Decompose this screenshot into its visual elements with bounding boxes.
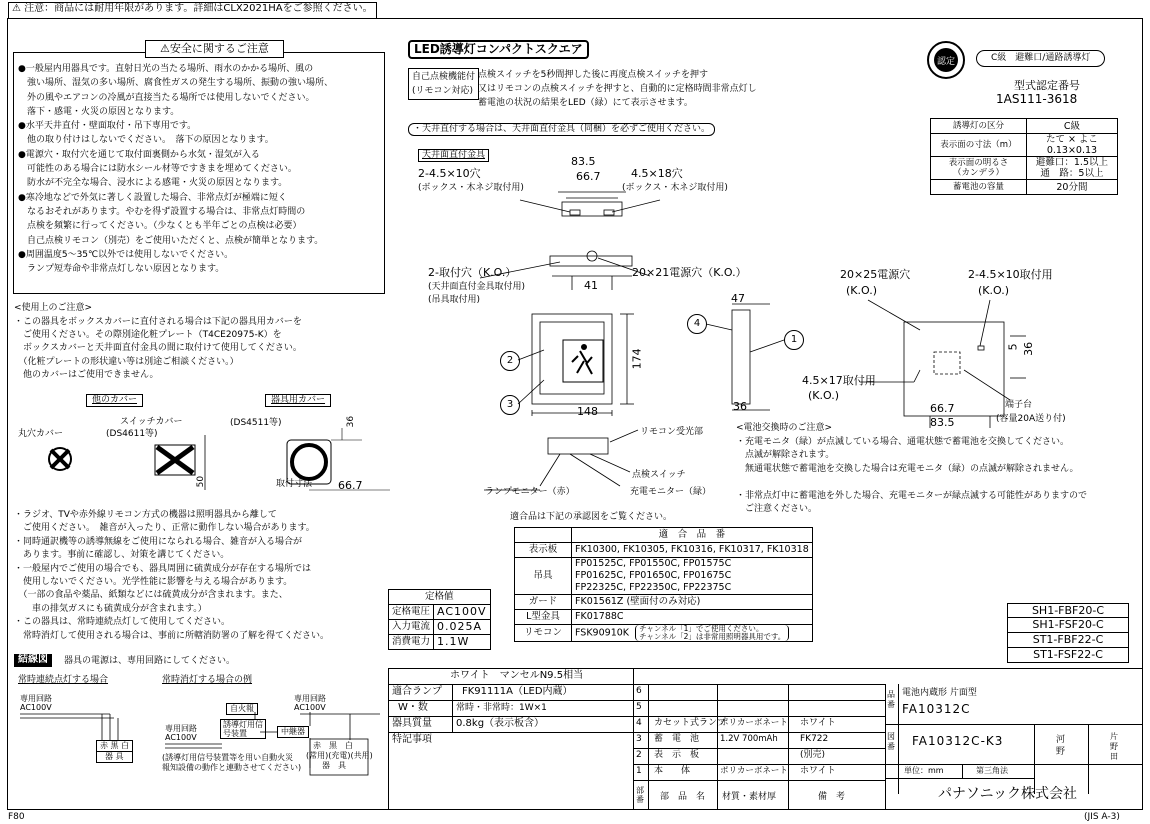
hole2: 4.5×18穴 xyxy=(631,167,683,180)
fixture-2: 器 具 xyxy=(322,761,346,770)
usage-text xyxy=(14,316,302,382)
table-cell: 表示面の寸法（m） xyxy=(931,134,1027,157)
text-line: ご使用ください。その際別途化粧プレート（T4CE20975-K）を xyxy=(14,330,282,341)
bracket-title: 天井面直付金具 xyxy=(418,149,489,162)
text-line: 落下・感電・火災の原因となります。 xyxy=(18,106,180,117)
text-line xyxy=(736,476,1087,489)
fixture-1: 器 具 xyxy=(96,751,133,763)
dim-36-side: 36 xyxy=(733,400,747,413)
table-row xyxy=(931,180,1118,195)
text-line: 常時消灯して使用される場合は、事前に所轄消防署の了解を得てください。 xyxy=(14,630,330,641)
text-line: ランプ短寿命や非常点灯しない原因となります。 xyxy=(18,264,225,275)
table-cell: L型金具 xyxy=(515,610,572,625)
table-cell: 定格値 xyxy=(389,590,491,605)
remote-note-2: チャンネル「2」は非常用照明器具用です。 xyxy=(639,632,786,641)
table-cell: FK10300, FK10305, FK10316, FK10317, FK10318 xyxy=(572,543,813,558)
dim-47: 47 xyxy=(731,292,745,305)
switch-cover-model: (DS4611等) xyxy=(106,429,158,439)
auto-fire: 自火報 xyxy=(226,703,258,715)
table-row xyxy=(515,610,813,625)
ko-1: (K.O.) xyxy=(846,284,878,297)
certification-logo-icon xyxy=(926,40,966,80)
part-no: 5 xyxy=(636,702,642,712)
callout-4: 4 xyxy=(687,314,707,334)
usage-title: <使用上のご注意> xyxy=(14,303,93,313)
table-cell: FP01525C, FP01550C, FP01575C FP01625C, FP01650C, FP01675C FP22325C, FP22350C, FP22375C xyxy=(572,558,813,595)
ac-1: AC100V xyxy=(20,703,52,712)
dim-835-top: 83.5 xyxy=(571,155,596,168)
terminal: 端子台 xyxy=(1005,400,1033,410)
part-no: 3 xyxy=(636,734,642,744)
dedicated-3: 専用回路 xyxy=(294,694,326,703)
text-line: ●一般屋内用器具です。直射日光の当たる場所、雨水のかかる場所、風の xyxy=(18,64,314,74)
dim-36-cover: 36 xyxy=(346,415,357,428)
text-line: ご注意ください。 xyxy=(736,504,818,515)
table-cell: 入力電流 xyxy=(389,620,434,635)
dedicated-2: 専用回路 xyxy=(165,724,197,733)
text-line: 使用しないでください。光学性能に影響を与える場合があります。 xyxy=(14,577,293,588)
text-line: 車の排気ガスにも硫黄成分が含まれます。） xyxy=(14,603,207,614)
footer-left: F80 xyxy=(8,812,25,822)
text-line: 可能性のある場合には防水シール材等ですきまを埋めてください。 xyxy=(18,164,297,175)
part-note: FK722 xyxy=(800,734,829,744)
table-cell: 定格電圧 xyxy=(389,605,434,620)
ceiling-note: ・天井直付する場合は、天井面直付金具（同梱）を必ずご使用ください。 xyxy=(408,123,715,136)
check-switch: 点検スイッチ xyxy=(632,470,686,480)
text-line: 防水が不完全な場合、浸水による感電・火災の原因となります。 xyxy=(18,178,288,189)
text-line: ・非常点灯中に蓄電池を外した場合、充電モニターが緑点滅する可能性がありますので xyxy=(736,490,1088,501)
table-row xyxy=(515,528,813,543)
model-number: SH1-FSF20-C xyxy=(1007,618,1129,633)
remote-model: FSK90910K xyxy=(575,627,636,639)
table-cell: FK01561Z (壁面付のみ対応) xyxy=(572,595,813,610)
projection: 第三角法 xyxy=(976,766,1008,775)
tb-lamp-label: 適合ランプ xyxy=(392,686,442,697)
table-row xyxy=(515,625,813,642)
table-cell: 表示面の明るさ （カンデラ） xyxy=(931,157,1027,180)
table-row xyxy=(931,157,1118,180)
cert-class: C級 避難口/通路誘導灯 xyxy=(976,50,1105,67)
dim-667-top: 66.7 xyxy=(576,170,601,183)
text-line: 点滅が解除されます。 xyxy=(736,450,835,461)
exit-sign-icon xyxy=(563,340,603,382)
col-note: 備 考 xyxy=(818,792,846,802)
company: パナソニック株式会社 xyxy=(938,786,1078,802)
table-cell: C級 xyxy=(1026,119,1117,134)
text-line: （化粧プレートの形状違い等は別途ご相談ください。） xyxy=(14,356,239,367)
part-name: カセット式ランプ xyxy=(654,718,727,728)
mount-hole: 2-取付穴（K.O.） xyxy=(428,266,517,279)
text-line: あります。事前に確認し、対策を講じてください。 xyxy=(14,550,230,561)
part-mat: ポリカーボネート xyxy=(720,718,788,728)
wiring-case2: 常時消灯する場合の例 xyxy=(162,675,253,685)
lamp-monitor: ランプモニター（赤） xyxy=(485,487,575,497)
table-cell: FK01788C xyxy=(572,610,813,625)
text-line: 外の風やエアコンの冷風が直接当たる場所では使用しないでください。 xyxy=(18,92,315,103)
usage-text-2 xyxy=(14,509,329,643)
model-list xyxy=(1007,603,1129,663)
tb-remarks-label: 特記事項 xyxy=(392,734,432,745)
dim-5: 5 xyxy=(1006,343,1020,351)
warning-icon: ⚠ xyxy=(160,42,170,55)
callout-3: 3 xyxy=(500,395,520,415)
remote-note xyxy=(635,625,789,641)
table-row xyxy=(389,620,491,635)
charge-monitor: 充電モニター（緑） xyxy=(630,487,712,497)
type-no: 1AS111-3618 xyxy=(996,92,1078,106)
ac-2: AC100V xyxy=(165,733,197,742)
compat-title: 適合品は下記の承認図をご覧ください。 xyxy=(510,512,673,522)
dim-148: 148 xyxy=(577,405,598,418)
mount-note-2: (吊具取付用) xyxy=(428,295,481,305)
remote-rx: リモコン受光部 xyxy=(640,427,704,437)
table-cell: 表示板 xyxy=(515,543,572,558)
table-row xyxy=(389,605,491,620)
dim-667-cover: 66.7 xyxy=(338,479,363,492)
dim-835-right: 83.5 xyxy=(930,416,955,429)
text-line: 強い場所、湿気の多い場所、腐食性ガスの発生する場所、振動の強い場所、 xyxy=(18,78,334,89)
text-line: ・この器具をボックスカバーに直付される場合は下記の器具用カバーを xyxy=(14,317,302,327)
hole1: 2-4.5×10穴 xyxy=(418,167,481,180)
fixture-cover-model: (DS4511等) xyxy=(230,418,282,428)
round-cover-icon xyxy=(49,448,71,470)
round-cover-label: 丸穴カバー xyxy=(18,429,64,439)
text-line: ・この器具は、常時連続点灯して使用してください。 xyxy=(14,617,231,628)
product-label: 品番 xyxy=(887,690,895,709)
dedicated-1: 専用回路 xyxy=(20,694,52,703)
battery-title: <電池交換時のご注意> xyxy=(736,423,833,433)
back-drawing xyxy=(860,290,1060,430)
dim-174: 174 xyxy=(630,348,644,370)
mount-dim-label: 取付寸法 xyxy=(276,479,313,489)
table-cell: 0.025A xyxy=(434,620,491,635)
table-row xyxy=(931,119,1118,134)
switch-cover-label: スイッチカバー xyxy=(120,417,183,427)
approver-1: 河野 xyxy=(1056,735,1066,757)
ac-3: AC100V xyxy=(294,703,326,712)
callout-1: 1 xyxy=(784,330,804,350)
text-line: ●水平天井直付・壁面取付・吊下専用です。 xyxy=(18,121,197,132)
text-line: ●周囲温度5〜35℃以外では使用しないでください。 xyxy=(18,249,234,260)
text-line: ・ラジオ、TVや赤外線リモコン方式の機器は照明器具から離して xyxy=(14,510,277,520)
part-mat: ポリカーボネート xyxy=(720,766,788,776)
product-title: LED誘導灯コンパクトスクエア xyxy=(408,40,589,59)
mount-note-1: (天井面直付金具取付用) xyxy=(428,282,526,292)
wiring-caption-2: 報知設備の動作と連動させてください) xyxy=(162,763,302,772)
unit: 単位：mm xyxy=(904,766,944,775)
callout-2: 2 xyxy=(500,351,520,371)
product-desc: 点検スイッチを5秒間押した後に再度点検スイッチを押す 又はリモコンの点検スイッチを押すと、自動的に定格時間非常点灯し 蓄電池の状況の結果をLED（緑）にて表示させます。 xyxy=(478,70,757,108)
table-cell xyxy=(515,528,572,543)
roles-2: (常用)(充電)(共用) xyxy=(306,751,373,760)
tb-w-label: W・数 xyxy=(398,702,428,713)
text-line: 他の取り付けはしないでください。 落下の原因となります。 xyxy=(18,135,274,146)
tb-w: 常時・非常時：1W×1 xyxy=(456,703,547,713)
product-name: 電池内蔵形 片面型 xyxy=(902,688,977,698)
col-no: 部番 xyxy=(636,786,644,804)
table-cell: 蓄電池の容量 xyxy=(931,180,1027,195)
table-cell xyxy=(572,625,813,642)
wiring-case1: 常時連続点灯する場合 xyxy=(18,675,109,685)
table-row xyxy=(515,558,813,595)
part-no: 6 xyxy=(636,686,642,696)
table-cell: 20分間 xyxy=(1026,180,1117,195)
svg-text:認定: 認定 xyxy=(936,57,956,67)
hole4: 4.5×17取付用 xyxy=(802,374,876,387)
table-cell: たて × よこ 0.13×0.13 xyxy=(1026,134,1117,157)
signal-device: 誘導灯用信号装置 xyxy=(220,719,266,739)
text-line: ・同時通訳機等の誘導無線をご使用になられる場合、雑音が入る場合が xyxy=(14,536,303,547)
text-line: ご使用ください。 雑音が入ったり、正常に動作しない場合があります。 xyxy=(14,523,315,534)
power-hole-2: 20×25電源穴 xyxy=(840,268,911,281)
model-number: ST1-FSF22-C xyxy=(1007,648,1129,663)
terminal-note: (容量20A送り付) xyxy=(996,414,1066,424)
col-mat: 材質・素材厚 xyxy=(722,792,777,802)
rating-table xyxy=(388,589,491,650)
spec-table xyxy=(930,118,1118,195)
table-cell: 吊具 xyxy=(515,558,572,595)
type-label: 型式認定番号 xyxy=(1014,79,1080,92)
text-line: 点検を頻繁に行ってください。（少なくとも半年ごとの点検は必要） xyxy=(18,221,302,232)
text-line: ・一般屋内でご使用の場合でも、器具周囲に硫黄成分が存在する場所では xyxy=(14,563,312,574)
table-cell: 避難口：1.5以上 通 路：5以上 xyxy=(1026,157,1117,180)
dim-667-right: 66.7 xyxy=(930,402,955,415)
hole1-note: (ボックス・木ネジ取付用) xyxy=(418,183,524,193)
remote-note-1: チャンネル「1」でご使用ください。 xyxy=(639,624,764,633)
tb-lamp: FK91111A（LED内蔵） xyxy=(462,686,573,697)
table-cell: リモコン xyxy=(515,625,572,642)
product-no: FA10312C xyxy=(902,702,971,716)
selftest-badge: 自己点検機能付 (リモコン対応) xyxy=(408,68,479,100)
power-hole: 20×21電源穴（K.O.） xyxy=(632,266,747,279)
fixture-cover-label: 器具用カバー xyxy=(265,394,331,407)
dim-50-cover: 50 xyxy=(196,475,207,488)
text-line: （一部の食品や薬品、紙類などには硫黄成分が含まれます。また、 xyxy=(14,590,288,601)
table-cell: 消費電力 xyxy=(389,635,434,650)
safety-text xyxy=(18,62,333,276)
top-notice: ⚠ 注意：商品には耐用年限があります。詳細はCLX2021HAをご参照ください。 xyxy=(8,2,377,18)
battery-text xyxy=(736,436,1087,516)
table-row xyxy=(931,134,1118,157)
text-line: ・充電モニタ（緑）が点滅している場合、通電状態で蓄電池を交換してください。 xyxy=(736,437,1070,447)
table-cell: 1.1W xyxy=(434,635,491,650)
text-line: 無通電状態で蓄電池を交換した場合は充電モニタ（緑）の点滅が解除されません。 xyxy=(736,463,1079,474)
text-line: ●寒冷地などで外気に著しく設置した場合、非常点灯が極端に短く xyxy=(18,192,287,203)
colors-2: 赤 黒 白 xyxy=(313,741,353,750)
dim-36-right: 36 xyxy=(1022,341,1036,356)
wiring-note: 器具の電源は、専用回路にしてください。 xyxy=(64,656,236,666)
table-row xyxy=(389,590,491,605)
text-line: ボックスカバーと天井面直付金具の間に取付けて使用してください。 xyxy=(14,343,302,354)
drawing-no: FA10312C-K3 xyxy=(912,734,1004,748)
wiring-badge: 結線図 xyxy=(14,654,52,667)
model-number: ST1-FBF22-C xyxy=(1007,633,1129,648)
model-number: SH1-FBF20-C xyxy=(1007,603,1129,618)
part-mat: 1.2V 700mAh xyxy=(720,734,778,744)
other-cover-label: 他のカバー xyxy=(86,394,143,407)
relay: 中継器 xyxy=(277,726,309,738)
warning-icon: ⚠ xyxy=(12,3,21,14)
table-cell: AC100V xyxy=(434,605,491,620)
ko-2: (K.O.) xyxy=(978,284,1010,297)
text-line: 自己点検リモコン（別売）をご使用いただくと、点検が簡単となります。 xyxy=(18,235,324,246)
drawing-label: 図番 xyxy=(887,732,895,751)
wiring-lines xyxy=(10,690,390,780)
ko-3: (K.O.) xyxy=(808,389,840,402)
tb-color: ホワイト マンセルN9.5相当 xyxy=(450,670,584,681)
tb-mass-label: 器具質量 xyxy=(392,718,432,729)
part-name: 蓄 電 池 xyxy=(654,734,700,744)
dim-41: 41 xyxy=(584,279,598,292)
hole3: 2-4.5×10取付用 xyxy=(968,268,1053,281)
table-cell: 誘導灯の区分 xyxy=(931,119,1027,134)
table-row xyxy=(515,595,813,610)
text-line: ●電源穴・取付穴を通じて取付面裏側から水気・湿気が入る xyxy=(18,149,260,160)
wiring-caption-1: (誘導灯用信号装置等を用い自動火災 xyxy=(162,753,294,762)
text-line: 他のカバーはご使用できません。 xyxy=(14,369,159,380)
col-name: 部 品 名 xyxy=(660,792,706,802)
approver-2: 片野田 xyxy=(1110,732,1118,761)
cover-diagrams xyxy=(10,410,390,505)
part-name: 本 体 xyxy=(654,766,691,776)
tb-mass: 0.8kg（表示板含） xyxy=(456,718,545,729)
part-name: 表 示 板 xyxy=(654,750,700,760)
table-row xyxy=(389,635,491,650)
table-cell: ガード xyxy=(515,595,572,610)
footer-right: (JIS A-3) xyxy=(1084,812,1120,822)
part-note: ホワイト xyxy=(800,718,836,728)
part-note: (別売) xyxy=(800,750,826,760)
part-no: 1 xyxy=(636,766,642,776)
text-line: なるおそれがあります。やむを得ず設置する場合は、非常点灯時間の xyxy=(18,206,306,217)
table-cell: 適 合 品 番 xyxy=(572,528,813,543)
part-no: 2 xyxy=(636,750,642,760)
part-no: 4 xyxy=(636,718,642,728)
part-note: ホワイト xyxy=(800,766,836,776)
safety-title: ⚠安全に関するご注意 xyxy=(145,40,284,58)
compat-table xyxy=(514,527,813,642)
hole2-note: (ボックス・木ネジ取付用) xyxy=(622,183,728,193)
table-row xyxy=(515,543,813,558)
colors-1: 赤 黒 白 xyxy=(96,740,133,751)
